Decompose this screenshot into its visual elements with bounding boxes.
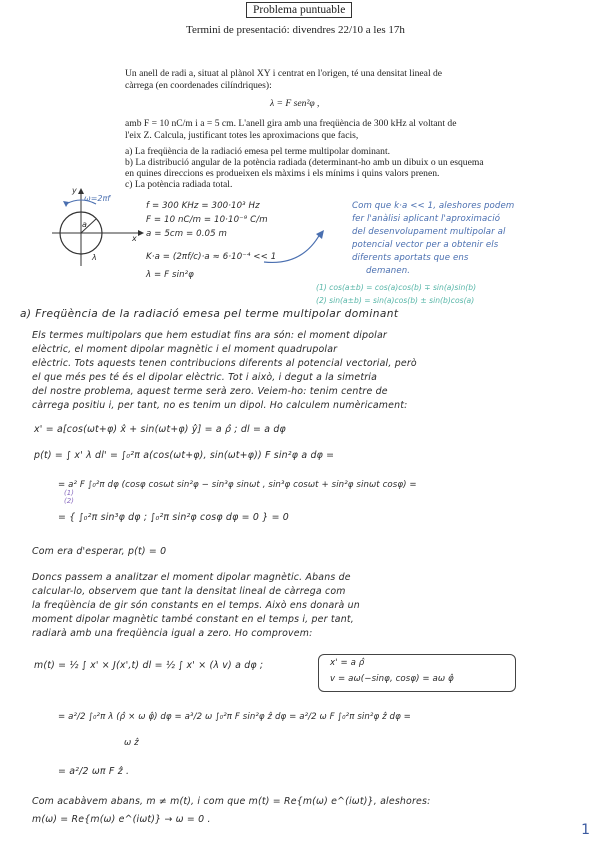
data-ka: K·a = (2πf/c)·a ≈ 6·10⁻⁴ << 1: [146, 252, 277, 262]
data-a: a = 5cm = 0.05 m: [146, 229, 227, 239]
part-a-t8: Doncs passem a analitzar el moment dipolar magnètic. Abans de: [32, 572, 351, 583]
part-a-t12: radiarà amb una freqüència igual a zero. Ho comprovem:: [32, 628, 313, 639]
statement-p2b: l'eix Z. Calcula, justificant totes les aproximacions que facis,: [125, 130, 359, 141]
statement-p1: Un anell de radi a, situat al plànol XY i centrat en l'origen, té una densitat lineal de: [125, 68, 443, 79]
statement-item-b2: en quines direccions es produeixen els màxims i els mínims i quins valors prenen.: [125, 168, 440, 179]
page-number: 1: [581, 822, 590, 838]
omega-label: ω=2πf: [84, 194, 111, 203]
part-a-t9: calcular-lo, observem que tant la densitat lineal de càrrega com: [32, 586, 346, 597]
eq-magnetic-underbrace: ω ẑ: [124, 738, 139, 748]
part-a-t6: càrrega positiu i, per tant, no es tenim un dipol. Ho calculem numèricament:: [32, 400, 408, 411]
note-l3: del desenvolupament multipolar al: [352, 227, 506, 237]
part-a-t4: el que més pes té és el dipolar elèctric. Tot i això, i degut a la simetria: [32, 372, 378, 383]
statement-p2: amb F = 10 nC/m i a = 5 cm. L'anell gira amb una freqüència de 300 kHz al voltant de: [125, 118, 457, 129]
eq-dipole-expanded: = a² F ∫₀²π dφ (cosφ cosωt sin²φ − sin³φ sinωt , sin³φ cosωt + sin²φ sinωt cosφ) =: [58, 480, 417, 490]
note-l2: fer l'anàlisi aplicant l'aproximació: [352, 214, 501, 224]
note-l6: demanen.: [366, 266, 411, 276]
data-f: f = 300 KHz = 300·10³ Hz: [146, 201, 260, 211]
part-a-t13: Com acabàvem abans, m ≠ m(t), i com que m(t) = Re{m(ω) e^(iωt)}, aleshores:: [32, 796, 431, 807]
data-lambda: λ = F sin²φ: [146, 270, 194, 280]
deadline-line: Termini de presentació: divendres 22/10 a les 17h: [186, 24, 405, 36]
note-l5: diferents aportats que ens: [352, 253, 469, 263]
note-l1: Com que k·a << 1, aleshores podem: [352, 201, 515, 211]
part-a-t11: moment dipolar magnètic també constant en el temps i, per tant,: [32, 614, 354, 625]
part-a-t5: del nostre problema, aquest terme serà zero. Veiem-ho: tenim centre de: [32, 386, 388, 397]
note-arrow: [262, 228, 342, 268]
eq-dipole-zero: = { ∫₀²π sin³φ dφ ; ∫₀²π sin²φ cosφ dφ = 0 } = 0: [58, 512, 289, 523]
eq-dipole-integral: p(t) = ∫ x' λ dl' = ∫₀²π a(cos(ωt+φ), sin(ωt+φ)) F sin²φ a dφ =: [34, 450, 335, 461]
part-a-t3: elèctric. Tots aquests tenen contribucions diferents al potencial vectorial, però: [32, 358, 417, 369]
part-a-heading: a) Freqüència de la radiació emesa pel terme multipolar dominant: [20, 308, 399, 320]
x-axis-arrow-icon: [138, 230, 144, 236]
statement-formula: λ = F sen²φ ,: [270, 98, 320, 109]
lambda-label: λ: [92, 253, 97, 262]
part-a-t1: Els termes multipolars que hem estudiat fins ara són: el moment dipolar: [32, 330, 387, 341]
data-F: F = 10 nC/m = 10·10⁻⁹ C/m: [146, 215, 268, 225]
eq-magnetic-result: = a²/2 ∫₀²π λ (ρ̂ × ω φ̂) dφ = a³/2 ω ∫₀²π F sin²φ ẑ dφ = a²/2 ω F ∫₀²π sin²φ ẑ dφ =: [58, 712, 411, 722]
statement-item-c: c) La potència radiada total.: [125, 179, 233, 190]
part-a-t14: m(ω) = Re{m(ω) e^(iωt)} → ω = 0 .: [32, 814, 211, 825]
eq-position: x' = a[cos(ωt+φ) x̂ + sin(ωt+φ) ŷ] = a ρ̂ ; dl = a dφ: [34, 424, 286, 435]
part-a-t7: Com era d'esperar, p(t) = 0: [32, 546, 167, 557]
problem-title: Problema puntuable: [253, 4, 346, 16]
eq-magnetic-final: = a²/2 ωπ F ẑ .: [58, 766, 130, 777]
note-l4: potencial vector per a obtenir els: [352, 240, 499, 250]
statement-item-a: a) La freqüència de la radiació emesa pel terme multipolar dominant.: [125, 146, 391, 157]
rotation-arrowhead-icon: [63, 201, 69, 207]
eq-magnetic-r1: x' = a ρ̂: [330, 658, 365, 668]
eq-ref-marks: (1) (2): [64, 489, 74, 505]
part-a-t2: elèctric, el moment dipolar magnètic i el moment quadrupolar: [32, 344, 338, 355]
y-axis-label: y: [72, 186, 77, 195]
title-box: [246, 2, 352, 18]
eq-magnetic-r2: v = aω(−sinφ, cosφ) = aω φ̂: [330, 674, 454, 684]
radius-label: a: [82, 220, 87, 229]
statement-item-b: b) La distribució angular de la potència radiada (determinant-ho amb un dibuix o un esquema: [125, 157, 484, 168]
statement-p1b: càrrega (en coordenades cilíndriques):: [125, 80, 272, 91]
identity-1: (1) cos(a±b) = cos(a)cos(b) ∓ sin(a)sin(b): [316, 283, 477, 292]
x-axis-label: x: [132, 234, 137, 243]
eq-magnetic-integral: m(t) = ½ ∫ x' × J(x',t) dl = ½ ∫ x' × (λ v) a dφ ;: [34, 660, 264, 671]
identity-2: (2) sin(a±b) = sin(a)cos(b) ± sin(b)cos(a): [316, 296, 475, 305]
part-a-t10: la freqüència de gir són constants en el temps. Això ens donarà un: [32, 600, 360, 611]
